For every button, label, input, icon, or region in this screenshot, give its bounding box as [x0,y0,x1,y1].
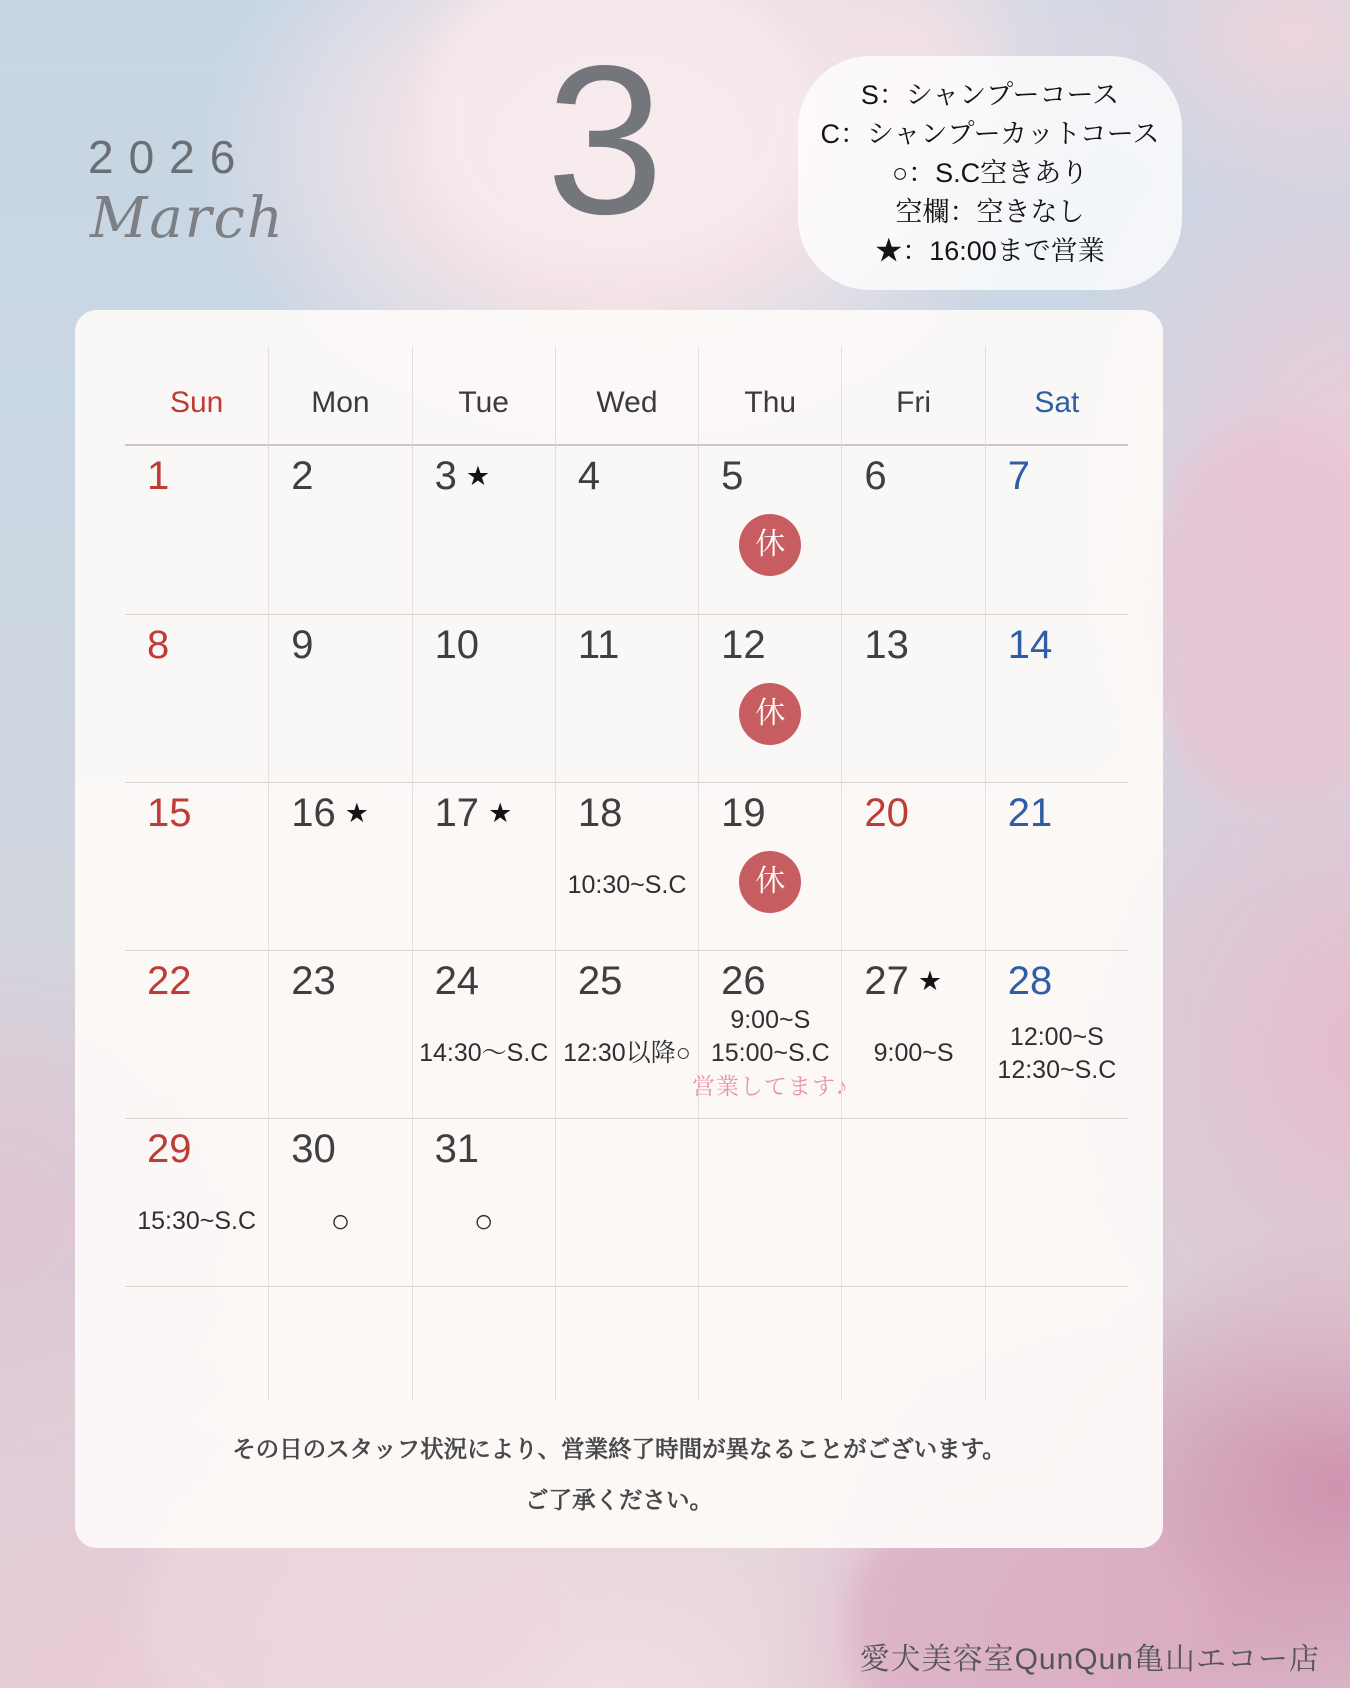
legend-line-shampoo: S：シャンプーコース [860,79,1120,110]
day-number: 18 [577,791,623,835]
calendar-day-cell [125,614,268,782]
calendar-day-cell [268,950,411,1118]
calendar-empty-cell [412,1286,555,1400]
calendar-empty-cell [841,1286,984,1400]
day-number: 8 [147,623,170,667]
day-number: 21 [1007,791,1053,835]
calendar-day-cell [125,782,268,950]
weekday-header-thu: Thu [698,346,841,446]
calendar-day-cell [985,950,1128,1118]
legend-line-star: ★：16:00まで営業 [875,235,1105,266]
calendar-day-cell [125,950,268,1118]
footnote-line1: その日のスタッフ状況により、営業終了時間が異なることがございます。 [232,1436,1006,1462]
calendar-day-cell [268,446,411,614]
calendar-day-cell [125,446,268,614]
day-number: 5 [721,454,744,498]
calendar-empty-cell [698,1286,841,1400]
calendar-empty-cell [698,1118,841,1286]
calendar-empty-cell [555,1286,698,1400]
day-note: 12:00~S [1009,1022,1104,1051]
day-note: 12:30以降○ [563,1039,691,1067]
day-number: 28 [1007,959,1053,1003]
footnote [75,1424,1163,1526]
closed-badge: 休 [739,514,801,576]
day-number: 10 [434,623,480,667]
closed-badge: 休 [739,851,801,913]
day-note: 15:30~S.C [137,1207,257,1235]
day-number: 27 ★ [864,959,943,1003]
calendar-day-cell [555,614,698,782]
day-note: 9:00~S [730,1006,811,1034]
month-script-label: March [90,186,285,251]
day-number: 30 [291,1127,336,1171]
calendar-day-cell [841,782,984,950]
day-number: 20 [864,791,909,835]
day-number: 15 [147,791,192,835]
weekday-header-fri: Fri [841,346,984,446]
calendar-day-cell [698,446,841,614]
day-number: 22 [147,959,192,1003]
calendar-day-cell [555,782,698,950]
calendar-day-cell [412,446,555,614]
day-note: 10:30~S.C [567,871,687,899]
day-number: 1 [147,454,170,498]
weekday-header-tue: Tue [412,346,555,446]
day-number: 3 ★ [434,454,491,498]
calendar-day-cell [985,446,1128,614]
legend-line-shampoo-cut: C：シャンプーカットコース [820,118,1160,149]
legend-box [798,56,1182,290]
legend-line-available: ○：S.C空きあり [891,157,1089,188]
calendar-day-cell [698,614,841,782]
legend-line-blank: 空欄：空きなし [895,196,1085,227]
day-number: 24 [434,959,480,1003]
calendar-day-cell [985,614,1128,782]
day-number: 13 [864,623,909,667]
availability-circle: ○ [330,1202,351,1239]
day-number: 12 [721,623,766,667]
day-number: 19 [721,791,766,835]
calendar-day-cell [412,1118,555,1286]
day-number: 17 ★ [434,791,513,835]
weekday-header-wed: Wed [555,346,698,446]
calendar-day-cell [412,782,555,950]
star-icon: ★ [344,798,369,828]
star-icon: ★ [465,461,491,491]
day-number: 2 [291,454,314,498]
day-number: 7 [1007,454,1030,498]
day-number: 11 [577,623,620,667]
day-number: 31 [434,1127,480,1171]
day-note: 12:30~S.C [997,1055,1117,1084]
day-number: 14 [1007,623,1053,667]
weekday-header-sat: Sat [985,346,1128,446]
calendar-day-cell [125,1118,268,1286]
calendar-empty-cell [985,1118,1128,1286]
day-number: 25 [577,959,623,1003]
calendar-day-cell [985,782,1128,950]
calendar-grid [125,346,1128,1400]
day-note: 14:30〜S.C [419,1039,549,1067]
calendar-day-cell [268,782,411,950]
day-number: 16 ★ [291,791,369,835]
day-number: 4 [577,454,601,498]
sakura-blossom-decoration [1150,420,1350,800]
calendar-empty-cell [125,1286,268,1400]
calendar-day-cell [841,446,984,614]
calendar-day-cell [412,950,555,1118]
day-number: 9 [291,623,314,667]
calendar-empty-cell [985,1286,1128,1400]
calendar-day-cell [698,782,841,950]
calendar-empty-cell [555,1118,698,1286]
calendar-day-cell [841,950,984,1118]
day-note: 9:00~S [873,1039,954,1067]
weekday-header-mon: Mon [268,346,411,446]
calendar-day-cell [692,950,849,1118]
calendar-day-cell [412,614,555,782]
calendar-day-cell [268,614,411,782]
calendar-empty-cell [841,1118,984,1286]
day-number: 26 [721,959,766,1003]
calendar-day-cell [268,1118,411,1286]
availability-circle: ○ [473,1202,494,1239]
calendar-day-cell [555,950,698,1118]
footnote-line2: ご了承ください。 [525,1487,713,1513]
day-number: 29 [147,1127,192,1171]
weekday-header-sun: Sun [125,346,268,446]
closed-badge: 休 [739,683,801,745]
star-icon: ★ [488,798,513,828]
calendar-day-cell [841,614,984,782]
day-number: 23 [291,959,336,1003]
calendar-empty-cell [268,1286,411,1400]
star-icon: ★ [917,966,943,996]
day-note: 15:00~S.C [710,1039,830,1067]
day-number: 6 [864,454,887,498]
month-number: 3 [546,21,664,258]
day-note-pink: 営業してます♪ [692,1073,849,1099]
shop-name: 愛犬美容室QunQun亀山エコー店 [859,1643,1320,1676]
calendar-day-cell [555,446,698,614]
year-label: 2026 [88,131,251,183]
